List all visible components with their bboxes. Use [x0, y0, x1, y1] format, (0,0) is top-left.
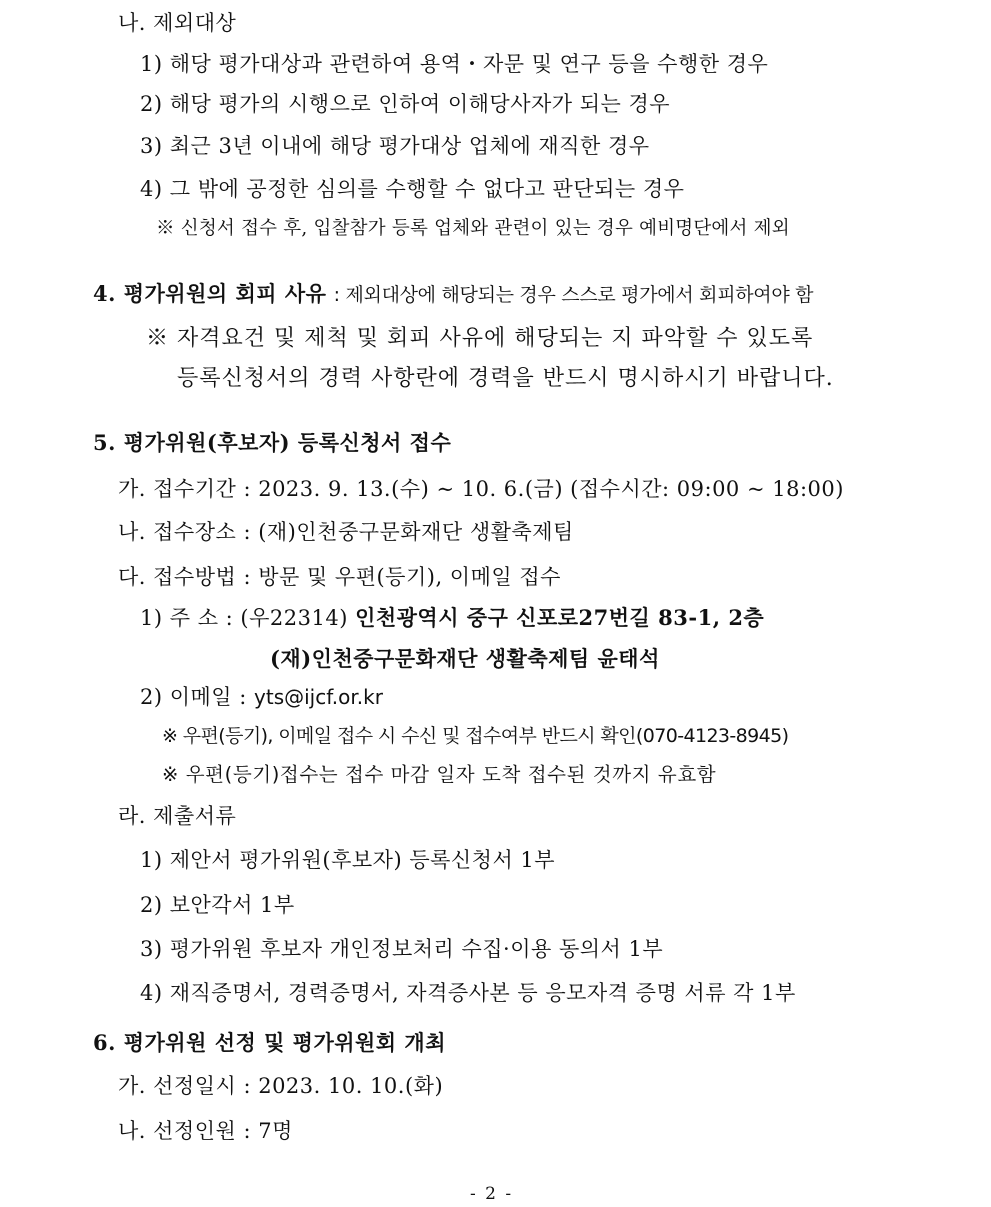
section5-note1: ※ 우편(등기), 이메일 접수 시 수신 및 접수여부 반드시 확인(070-4123-8945) [162, 725, 789, 747]
section4-note-line1: ※ 자격요건 및 제척 및 회피 사유에 해당되는 지 파악할 수 있도록 [146, 326, 814, 351]
exclusion-item-3: 3) 최근 3년 이내에 해당 평가대상 업체에 재직한 경우 [140, 134, 650, 158]
section5-docs-title: 라. 제출서류 [118, 804, 237, 828]
address-street: 인천광역시 중구 신포로27번길 83-1, 2층 [355, 605, 765, 630]
section4-heading-tail: : 제외대상에 해당되는 경우 스스로 평가에서 회피하여야 함 [333, 284, 814, 306]
section5-address-line2: (재)인천중구문화재단 생활축제팀 윤태석 [270, 646, 660, 671]
docs-item-1: 1) 제안서 평가위원(후보자) 등록신청서 1부 [140, 848, 556, 872]
email-label: 2) 이메일 : [140, 685, 255, 709]
exclusion-note: ※ 신청서 접수 후, 입찰참가 등록 업체와 관련이 있는 경우 예비명단에서 제외 [156, 218, 790, 239]
section5-heading: 5. 평가위원(후보자) 등록신청서 접수 [93, 430, 452, 455]
address-label: 1) 주 소 : [140, 606, 241, 630]
address-zip: (우22314) [240, 606, 356, 630]
section6-heading: 6. 평가위원 선정 및 평가위원회 개최 [93, 1030, 446, 1055]
exclusion-item-2: 2) 해당 평가의 시행으로 인하여 이해당사자가 되는 경우 [140, 92, 671, 116]
section5-period: 가. 접수기간 : 2023. 9. 13.(수) ∼ 10. 6.(금) (접수시간: 09:00 ~ 18:00) [118, 477, 844, 501]
exclusion-item-1: 1) 해당 평가대상과 관련하여 용역・자문 및 연구 등을 수행한 경우 [140, 52, 769, 76]
page-number: - 2 - [470, 1184, 514, 1204]
email-value[interactable]: yts@ijcf.or.kr [254, 685, 383, 709]
section4-heading-line [93, 283, 813, 305]
section4-note-line2: 등록신청서의 경력 사항란에 경력을 반드시 명시하시기 바랍니다. [177, 366, 834, 391]
section5-email-line [140, 687, 383, 708]
exclusion-title: 나. 제외대상 [118, 11, 237, 35]
section5-note2: ※ 우편(등기)접수는 접수 마감 일자 도착 접수된 것까지 유효함 [162, 763, 717, 786]
exclusion-item-4: 4) 그 밖에 공정한 심의를 수행할 수 없다고 판단되는 경우 [140, 177, 685, 201]
docs-item-2: 2) 보안각서 1부 [140, 893, 295, 917]
section6-count: 나. 선정인원 : 7명 [118, 1119, 293, 1143]
section5-method: 다. 접수방법 : 방문 및 우편(등기), 이메일 접수 [118, 565, 561, 589]
docs-item-4: 4) 재직증명서, 경력증명서, 자격증사본 등 응모자격 증명 서류 각 1부 [140, 981, 796, 1005]
section6-date: 가. 선정일시 : 2023. 10. 10.(화) [118, 1074, 444, 1098]
section4-heading: 4. 평가위원의 회피 사유 [93, 281, 327, 306]
section5-place: 나. 접수장소 : (재)인천중구문화재단 생활축제팀 [118, 520, 574, 544]
section5-address-line1 [140, 607, 764, 629]
docs-item-3: 3) 평가위원 후보자 개인정보처리 수집·이용 동의서 1부 [140, 937, 664, 961]
